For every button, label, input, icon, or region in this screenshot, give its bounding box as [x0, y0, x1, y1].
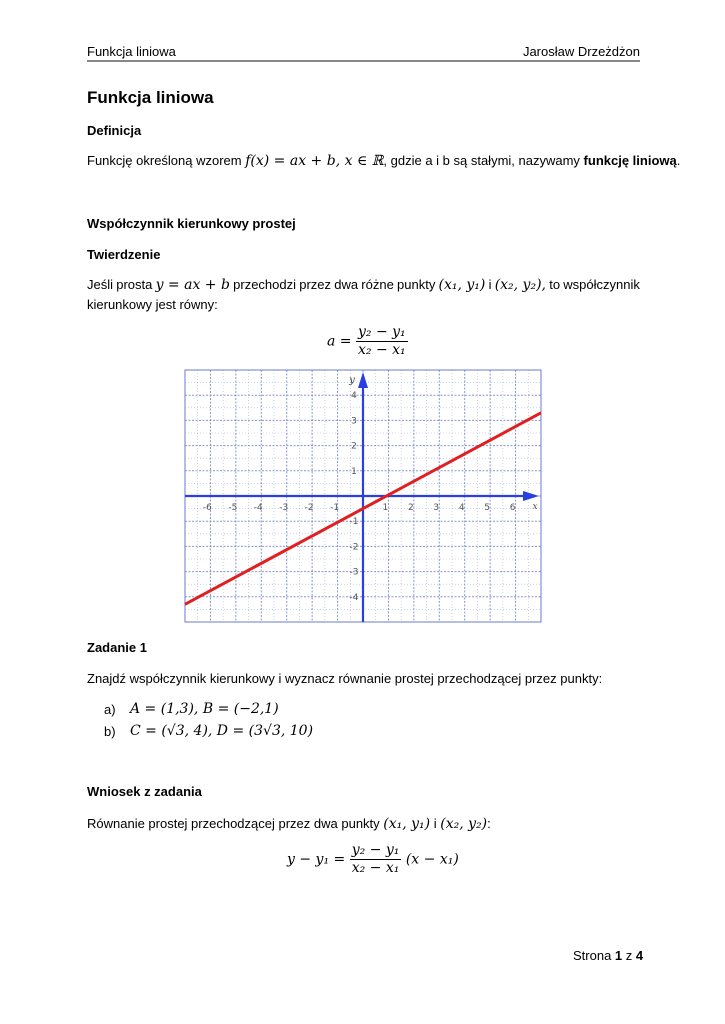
definition-term: funkcję liniową — [583, 153, 677, 168]
y-tick-label: -2 — [349, 542, 359, 553]
conclusion-text-start: Równanie prostej przechodzącej przez dwa punkty — [87, 816, 384, 831]
line-equation-fraction — [350, 842, 402, 877]
theorem-point-2: (x₂, y₂), — [494, 277, 546, 293]
x-tick-label: -3 — [279, 503, 289, 513]
exercise-list — [104, 698, 313, 742]
exercise-heading: Zadanie 1 — [87, 640, 147, 655]
footer-page-number: 1 — [614, 948, 623, 963]
definition-text — [87, 152, 681, 170]
y-tick-label: 1 — [351, 466, 357, 477]
exercise-text: Znajdź współczynnik kierunkowy i wyznacz równanie prostej przechodzącej przez punkty: — [87, 671, 603, 686]
x-axis-label: x — [532, 502, 538, 512]
line-equation-formula — [287, 842, 459, 877]
theorem-text-line2: kierunkowy jest równy: — [87, 297, 218, 312]
y-tick-label: 3 — [351, 416, 357, 427]
theorem-word: różne — [361, 277, 394, 292]
x-tick-label: -6 — [202, 503, 212, 513]
conclusion-and: i — [430, 816, 441, 831]
line-equation-rhs: (x − x₁) — [405, 851, 459, 868]
conclusion-colon: : — [487, 816, 491, 831]
y-axis-label: y — [349, 375, 355, 386]
page-header — [87, 44, 640, 60]
linear-function-chart — [183, 368, 543, 624]
slope-section-heading: Współczynnik kierunkowy prostej — [87, 216, 296, 231]
list-item-points: C = (√3, 4), D = (3√3, 10) — [130, 723, 314, 739]
x-tick-label: -1 — [330, 503, 340, 513]
line-equation-numerator: y₂ − y₁ — [351, 842, 400, 858]
theorem-point-1: (x₁, y₁) — [438, 277, 486, 293]
theorem-word: dwa — [334, 277, 359, 292]
theorem-word: i — [488, 277, 492, 292]
theorem-word: przez — [299, 277, 332, 292]
list-item-label: b) — [104, 723, 116, 739]
y-tick-label: 2 — [351, 441, 357, 452]
theorem-heading: Twierdzenie — [87, 247, 161, 262]
x-tick-label: 2 — [407, 503, 414, 513]
y-tick-label: -3 — [349, 567, 359, 578]
theorem-word: to — [549, 277, 561, 292]
theorem-equation: y = ax + b — [155, 277, 230, 293]
header-divider — [87, 60, 640, 62]
theorem-word: prosta — [116, 277, 153, 292]
definition-heading: Definicja — [87, 123, 142, 138]
definition-text-end: . — [676, 153, 681, 168]
theorem-text-line1 — [87, 276, 640, 294]
definition-formula: f(x) = ax + b, x ∈ ℝ — [245, 153, 384, 169]
list-item — [104, 698, 313, 720]
x-tick-label: 4 — [458, 503, 465, 513]
footer-prefix: Strona — [573, 948, 615, 963]
line-equation-denominator: x₂ − x₁ — [351, 860, 400, 876]
slope-fraction — [356, 324, 408, 359]
x-tick-label: 3 — [433, 503, 440, 513]
list-item-points: A = (1,3), B = (−2,1) — [130, 701, 279, 717]
conclusion-heading: Wniosek z zadania — [87, 784, 202, 799]
theorem-word: współczynnik — [563, 277, 640, 292]
slope-formula-lhs: a = — [327, 333, 352, 350]
definition-text-middle: , gdzie a i b są stałymi, nazywamy — [383, 153, 584, 168]
theorem-word: punkty — [397, 277, 436, 292]
theorem-word: Jeśli — [87, 277, 114, 292]
slope-formula — [327, 324, 408, 359]
header-author: Jarosław Drzeżdżon — [522, 44, 640, 59]
header-title: Funkcja liniowa — [87, 44, 176, 59]
x-tick-label: -4 — [253, 503, 263, 513]
conclusion-point-1: (x₁, y₁) — [383, 816, 431, 832]
footer-separator: z — [622, 948, 636, 963]
x-tick-label: 6 — [509, 503, 516, 513]
slope-numerator: y₂ − y₁ — [357, 324, 406, 340]
footer-page-total: 4 — [635, 948, 644, 963]
y-tick-label: -4 — [349, 592, 359, 603]
x-tick-label: 5 — [484, 503, 491, 513]
x-tick-label: -2 — [304, 503, 314, 513]
page-title: Funkcja liniowa — [87, 88, 214, 107]
definition-text-start: Funkcję określoną wzorem — [87, 153, 246, 168]
page-footer — [573, 948, 643, 963]
theorem-word: przechodzi — [233, 277, 297, 292]
x-tick-label: 1 — [382, 503, 389, 513]
conclusion-text — [87, 815, 491, 833]
line-equation-lhs: y − y₁ = — [287, 851, 346, 868]
y-tick-label: 4 — [351, 391, 357, 402]
conclusion-point-2: (x₂, y₂) — [440, 816, 488, 832]
slope-denominator: x₂ − x₁ — [358, 342, 406, 358]
y-tick-label: -1 — [349, 517, 359, 528]
list-item-label: a) — [104, 701, 116, 717]
x-tick-label: -5 — [228, 503, 238, 513]
list-item — [104, 720, 313, 742]
